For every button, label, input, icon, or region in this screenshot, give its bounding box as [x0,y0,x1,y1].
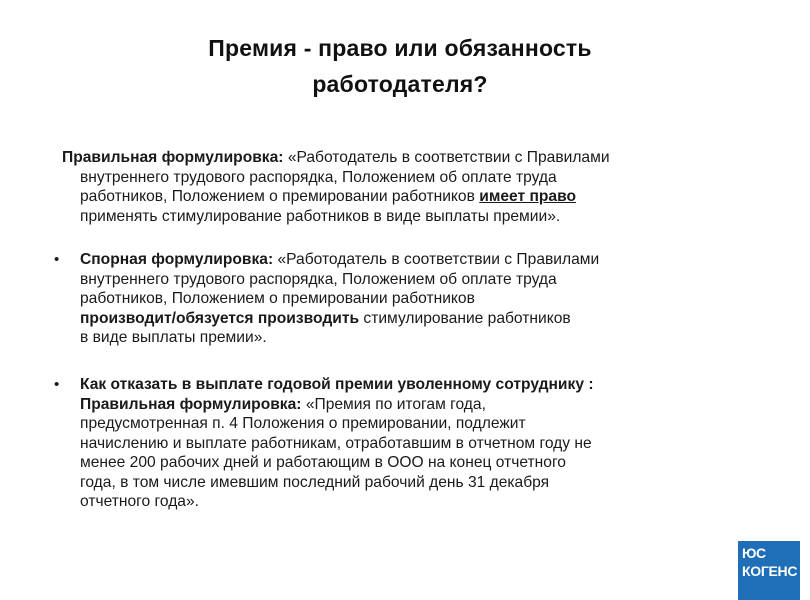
paragraph-text: внутреннего трудового распорядка, Положением об оплате труда [80,168,557,186]
slide-title-line-1: Премия - право или обязанность [208,35,592,61]
paragraph-text: года, в том числе имевшим последний рабочий день 31 декабря [80,473,550,491]
paragraph-text: «Работодатель в соответствии с Правилами [273,251,600,268]
paragraph-text: «Работодатель в соответствии с Правилами [283,149,610,166]
paragraph-text: менее 200 рабочих дней и работающим в ООО на конец отчетного [80,454,566,471]
correct-wording-paragraph [62,148,610,226]
emphasis-obliged: производит/обязуется производить [80,309,360,327]
refuse-bonus-paragraph [80,375,594,512]
paragraph-text: «Премия по итогам года, [301,395,486,413]
paragraph-text: начислению и выплате работникам, отработавшим в отчетном году не [80,434,592,452]
disputed-wording-label: Спорная формулировка: [80,251,274,268]
correct-wording-label: Правильная формулировка: [80,395,302,413]
paragraph-text: внутреннего трудового распорядка, Положением об оплате труда [80,270,557,288]
paragraph-text: применять стимулирование работников в виде выплаты премии». [80,207,561,225]
bullet-icon: • [54,376,60,393]
slide-title-line-2: работодателя? [312,71,488,97]
paragraph-text: работников, Положением о премировании работников [80,290,475,307]
logo-text-line-2: КОГЕНС И [742,563,810,579]
paragraph-text: стимулирование работников [359,309,571,327]
paragraph-text: в виде выплаты премии». [80,329,267,346]
refuse-bonus-heading: Как отказать в выплате годовой премии уволенному сотруднику : [80,376,594,393]
paragraph-text: работников, Положением о премировании работников [80,188,480,205]
paragraph-text: предусмотренная п. 4 Положения о премировании, подлежит [80,415,526,432]
slide-title [40,30,760,102]
correct-wording-label: Правильная формулировка: [62,149,284,166]
bullet-icon: • [54,251,60,268]
paragraph-text: отчетного года». [80,493,199,510]
disputed-wording-paragraph [80,250,599,348]
logo-text-line-1: ЮС [742,545,766,561]
company-logo [738,541,810,600]
emphasis-has-right: имеет право [479,188,576,205]
